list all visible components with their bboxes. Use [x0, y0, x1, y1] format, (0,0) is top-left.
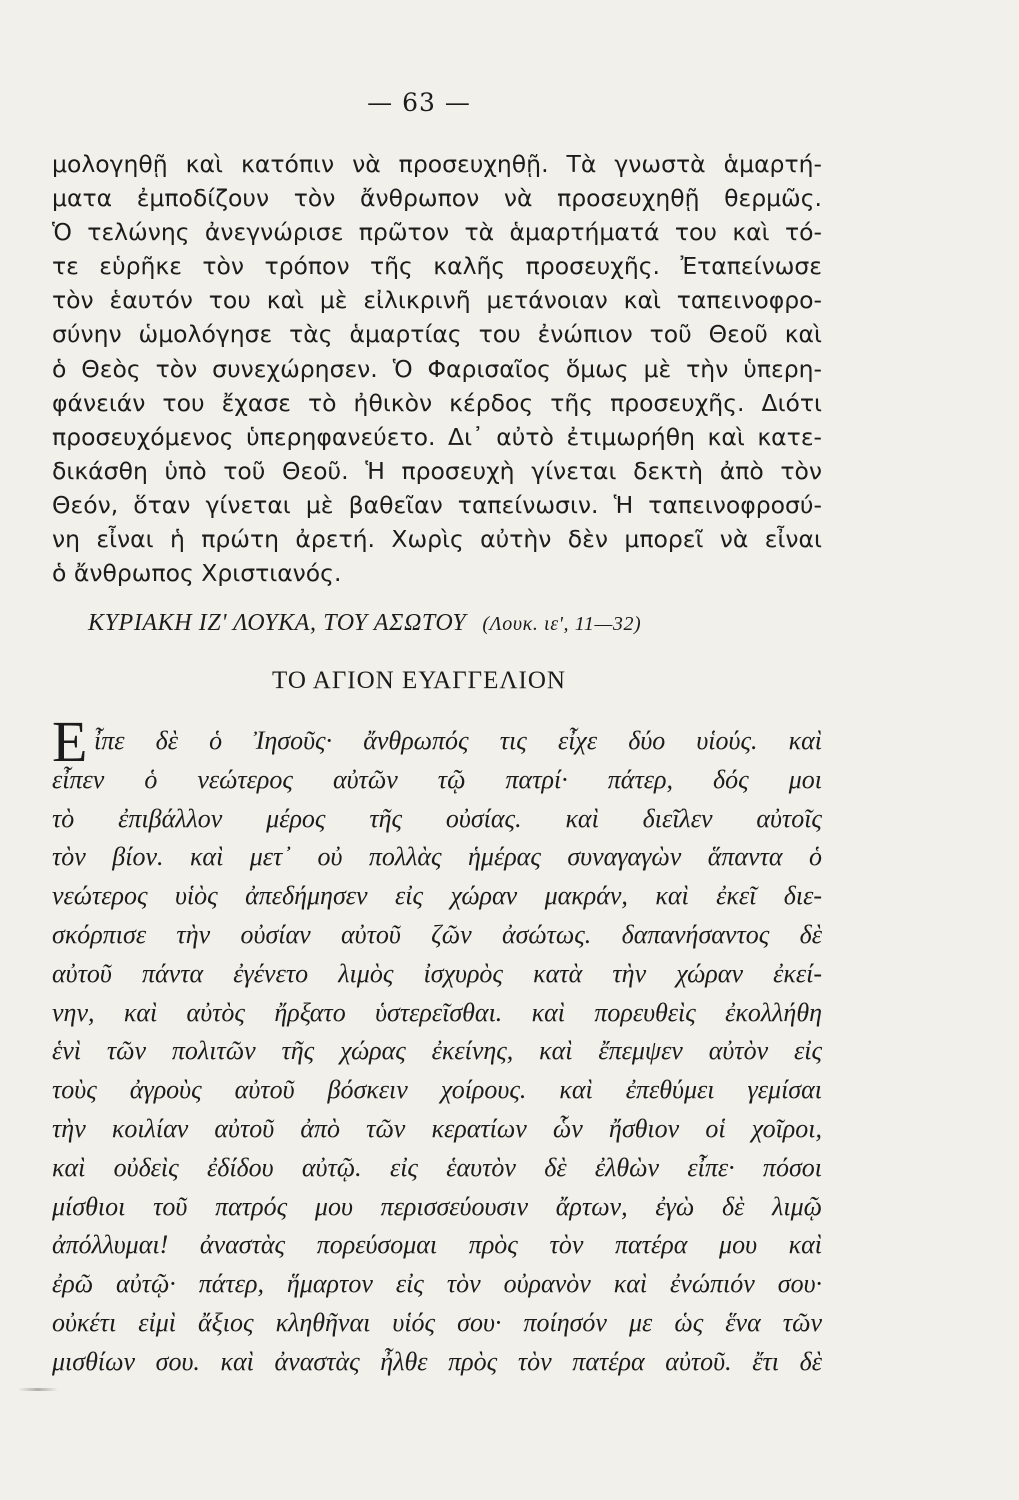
text-line: τοὺς ἀγροὺς αὐτοῦ βόσκειν χοίρους. καὶ ἐπεθύμει γεμίσαι — [52, 1075, 822, 1105]
section-reference: (Λουκ. ιε', 11—32) — [482, 613, 642, 635]
text-line: σύνην ὡμολόγησε τὰς ἁμαρτίας του ἐνώπιον τοῦ Θεοῦ καὶ — [52, 320, 822, 349]
text-line: ἀπόλλυμαι! ἀναστὰς πορεύσομαι πρὸς τὸν πατέρα μου καὶ — [52, 1230, 822, 1260]
text-line: νη εἶναι ἡ πρώτη ἀρετή. Χωρὶς αὐτὴν δὲν μπορεῖ νὰ εἶναι — [52, 525, 822, 554]
text-line: ἶπε δὲ ὁ Ἰησοῦς· ἄνθρωπός τις εἶχε δύο υἱούς. καὶ — [94, 726, 822, 755]
text-line: ὁ Θεὸς τὸν συνεχώρησεν. Ὁ Φαρισαῖος ὅμως μὲ τὴν ὑπερη- — [52, 354, 822, 383]
text-line: τε εὑρῆκε τὸν τρόπον τῆς καλῆς προσευχῆς. Ἐταπείνωσε — [52, 252, 822, 281]
section-heading — [88, 610, 828, 637]
text-line: μολογηθῇ καὶ κατόπιν νὰ προσευχηθῇ. Τὰ γνωστὰ ἁμαρτή- — [52, 150, 822, 178]
text-line: εἶπεν ὁ νεώτερος αὐτῶν τῷ πατρί· πάτερ, δός μοι — [52, 764, 822, 794]
scan-artifact — [18, 1388, 58, 1391]
text-line: ἐρῶ αὐτῷ· πάτερ, ἥμαρτον εἰς τὸν οὐρανὸν καὶ ἐνώπιόν σου· — [52, 1269, 822, 1299]
drop-cap: Ε — [52, 709, 88, 774]
text-line: νην, καὶ αὐτὸς ἤρξατο ὑστερεῖσθαι. καὶ πορευθεὶς ἐκολλήθη — [52, 997, 822, 1027]
text-line: φάνειάν του ἔχασε τὸ ἠθικὸν κέρδος τῆς προσευχῆς. Διότι — [52, 388, 822, 417]
text-line: μισθίων σου. καὶ ἀναστὰς ἦλθε πρὸς τὸν πατέρα αὐτοῦ. ἔτι δὲ — [52, 1346, 822, 1376]
text-line: τὸ ἐπιβάλλον μέρος τῆς οὐσίας. καὶ διεῖλεν αὐτοῖς — [52, 803, 822, 833]
text-line: αὐτοῦ πάντα ἐγένετο λιμὸς ἰσχυρὸς κατὰ τὴν χώραν ἐκεί- — [52, 958, 822, 988]
text-line: ὁ ἄνθρωπος Χριστιανός. — [52, 559, 342, 588]
text-line: Θεόν, ὅταν γίνεται μὲ βαθεῖαν ταπείνωσιν. Ἡ ταπεινοφροσύ- — [52, 490, 822, 519]
page-number: — 63 — — [367, 88, 471, 117]
text-line: τὴν κοιλίαν αὐτοῦ ἀπὸ τῶν κερατίων ὧν ἤσθιον οἱ χοῖροι, — [52, 1113, 822, 1143]
section-subheading: ΤΟ ΑΓΙΟΝ ΕΥΑΓΓΕΛΙΟΝ — [272, 667, 566, 694]
text-line: τὸν βίον. καὶ μετ᾽ οὐ πολλὰς ἡμέρας συναγαγὼν ἅπαντα ὁ — [52, 842, 822, 872]
text-line: ἑνὶ τῶν πολιτῶν τῆς χώρας ἐκείνης, καὶ ἔπεμψεν αὐτὸν εἰς — [52, 1036, 822, 1066]
text-line: δικάσθη ὑπὸ τοῦ Θεοῦ. Ἡ προσευχὴ γίνεται δεκτὴ ἀπὸ τὸν — [52, 456, 822, 485]
text-line: ματα ἐμποδίζουν τὸν ἄνθρωπον νὰ προσευχηθῇ θερμῶς. — [52, 184, 822, 213]
text-line: σκόρπισε τὴν οὐσίαν αὐτοῦ ζῶν ἀσώτως. δαπανήσαντος δὲ — [52, 919, 822, 949]
text-line: οὐκέτι εἰμὶ ἄξιος κληθῆναι υἱός σου· ποίησόν με ὡς ἕνα τῶν — [52, 1307, 822, 1337]
section-title: ΚΥΡΙΑΚΗ ΙΖ' ΛΟΥΚΑ, ΤΟΥ ΑΣΩΤΟΥ — [88, 610, 467, 636]
text-line: τὸν ἑαυτόν του καὶ μὲ εἰλικρινῆ μετάνοιαν καὶ ταπεινοφρο- — [52, 286, 822, 315]
text-line: προσευχόμενος ὑπερηφανεύετο. Δι᾽ αὐτὸ ἐτιμωρήθη καὶ κατε- — [52, 422, 822, 451]
text-line: Ὁ τελώνης ἀνεγνώρισε πρῶτον τὰ ἁμαρτήματά του καὶ τό- — [52, 218, 822, 247]
text-line: καὶ οὐδεὶς ἐδίδου αὐτῷ. εἰς ἑαυτὸν δὲ ἐλθὼν εἶπε· πόσοι — [52, 1152, 822, 1182]
text-line: μίσθιοι τοῦ πατρός μου περισσεύουσιν ἄρτων, ἐγὼ δὲ λιμῷ — [52, 1191, 822, 1221]
gospel-text — [52, 722, 822, 1382]
text-line: νεώτερος υἱὸς ἀπεδήμησεν εἰς χώραν μακράν, καὶ ἐκεῖ διε- — [52, 881, 822, 911]
paragraph-top — [52, 147, 822, 590]
